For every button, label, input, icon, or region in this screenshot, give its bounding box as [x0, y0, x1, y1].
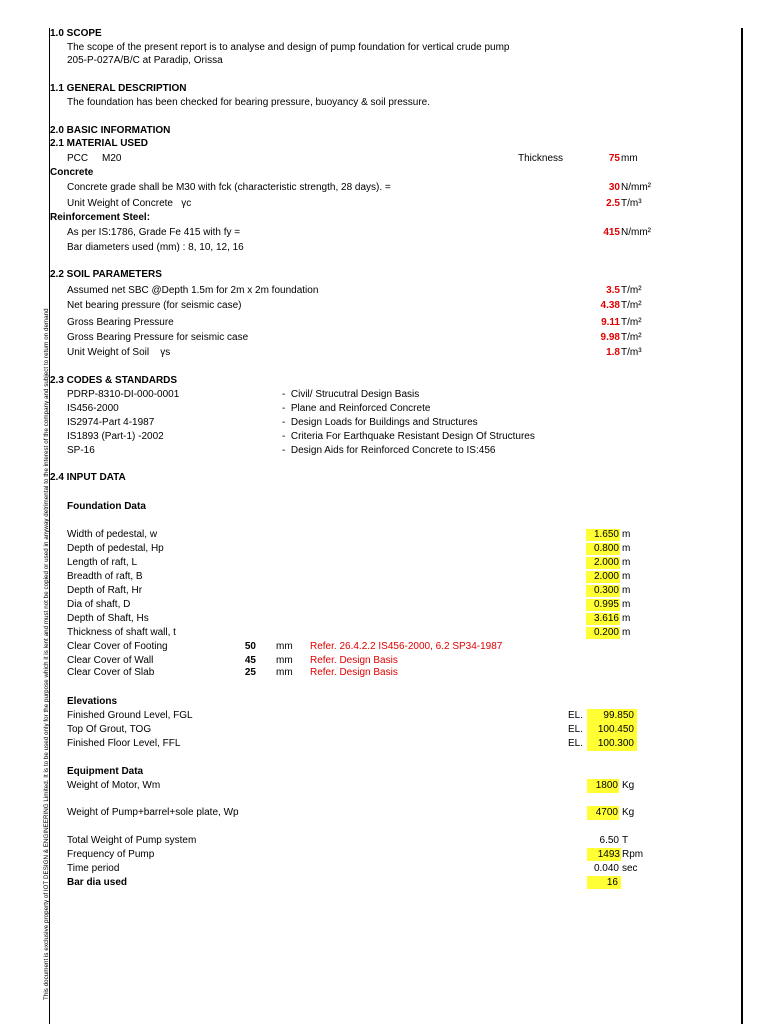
soil-heading: 2.2 SOIL PARAMETERS — [50, 269, 162, 280]
equipment-heading: Equipment Data — [67, 766, 144, 777]
codes-heading: 2.3 CODES & STANDARDS — [50, 375, 178, 386]
elevation-prefix: EL. — [568, 724, 584, 735]
soil-row-value: 1.8 — [606, 347, 620, 358]
soil-row-value: 9.11 — [601, 317, 620, 328]
foundation-row-value: 2.000 — [593, 571, 619, 582]
foundation-row-unit: m — [622, 599, 631, 610]
elevation-value: 100.300 — [597, 738, 634, 749]
foundation-row-value: 0.995 — [593, 599, 619, 610]
bar-dia-label: Bar dia used — [67, 877, 128, 888]
soil-row-unit: T/m² — [621, 317, 642, 328]
soil-row-label: Gross Bearing Pressure for seismic case — [67, 332, 249, 343]
code-id: PDRP-8310-DI-000-0001 — [67, 389, 180, 400]
material-heading: 2.1 MATERIAL USED — [50, 138, 148, 149]
frequency-unit: Rpm — [622, 849, 644, 860]
scope-heading: 1.0 SCOPE — [50, 28, 102, 39]
foundation-row-value: 1.650 — [593, 529, 619, 540]
foundation-row-value: 0.800 — [593, 543, 619, 554]
soil-row-value: 4.38 — [600, 300, 620, 311]
soil-row-label: Unit Weight of Soil γs — [67, 347, 171, 358]
foundation-row-label: Length of raft, L — [67, 557, 138, 568]
motor-weight-value: 1800 — [595, 780, 618, 791]
code-desc: - Design Loads for Buildings and Structures — [282, 417, 478, 428]
foundation-row-label: Depth of pedestal, Hp — [67, 543, 164, 554]
cover-row-unit: mm — [276, 641, 293, 652]
code-desc: - Civil/ Strucutral Design Basis — [282, 389, 420, 400]
foundation-row-unit: m — [622, 571, 631, 582]
cover-row-value: 45 — [244, 655, 256, 666]
bar-dia-value: 16 — [606, 877, 618, 888]
foundation-row-unit: m — [622, 529, 631, 540]
cover-row-unit: mm — [276, 655, 293, 666]
foundation-row-unit: m — [622, 585, 631, 596]
soil-row-label: Net bearing pressure (for seismic case) — [67, 300, 242, 311]
foundation-row-unit: m — [622, 627, 631, 638]
cover-row-reference: Refer. Design Basis — [310, 667, 398, 678]
total-weight-unit: T — [622, 835, 629, 846]
code-desc: - Design Aids for Reinforced Concrete to IS:456 — [282, 445, 496, 456]
code-desc: - Plane and Reinforced Concrete — [282, 403, 431, 414]
soil-row-label: Gross Bearing Pressure — [67, 317, 174, 328]
foundation-row-value: 3.616 — [593, 613, 619, 624]
foundation-row-label: Thickness of shaft wall, t — [67, 627, 176, 638]
code-id: IS2974-Part 4-1987 — [67, 417, 155, 428]
foundation-row-unit: m — [622, 557, 631, 568]
soil-row-label: Assumed net SBC @Depth 1.5m for 2m x 2m foundation — [67, 285, 319, 296]
elevation-row-label: Finished Floor Level, FFL — [67, 738, 181, 749]
foundation-row-value: 0.200 — [593, 627, 619, 638]
cover-row-value: 50 — [244, 641, 256, 652]
code-id: IS456-2000 — [67, 403, 119, 414]
foundation-row-label: Breadth of raft, B — [67, 571, 143, 582]
reinforcement-text: As per IS:1786, Grade Fe 415 with fy = — [67, 227, 241, 238]
foundation-row-label: Width of pedestal, w — [67, 529, 158, 540]
foundation-row-value: 0.300 — [593, 585, 619, 596]
foundation-row-label: Dia of shaft, D — [67, 599, 131, 610]
frequency-value: 1493 — [597, 849, 620, 860]
cover-row-reference: Refer. 26.4.2.2 IS456-2000, 6.2 SP34-1987 — [310, 641, 503, 652]
soil-row-value: 9.98 — [600, 332, 620, 343]
code-id: IS1893 (Part-1) -2002 — [67, 431, 164, 442]
right-border-line — [741, 28, 743, 1024]
concrete-grade-value: 30 — [608, 182, 620, 193]
concrete-grade-text: Concrete grade shall be M30 with fck (characteristic strength, 28 days). = — [67, 182, 391, 193]
elevation-prefix: EL. — [568, 710, 584, 721]
total-weight-value: 6.50 — [599, 835, 619, 846]
motor-weight-label: Weight of Motor, Wm — [67, 780, 161, 791]
elevation-prefix: EL. — [568, 738, 584, 749]
elevation-value: 100.450 — [597, 724, 634, 735]
foundation-row-unit: m — [622, 543, 631, 554]
reinforcement-heading: Reinforcement Steel: — [50, 212, 151, 223]
general-text: The foundation has been checked for bearing pressure, buoyancy & soil pressure. — [67, 97, 430, 108]
time-period-value: 0.040 — [593, 863, 619, 874]
elevation-row-label: Top Of Grout, TOG — [67, 724, 152, 735]
general-heading: 1.1 GENERAL DESCRIPTION — [50, 83, 187, 94]
concrete-grade-unit: N/mm² — [621, 182, 651, 193]
bar-diameters-text: Bar diameters used (mm) : 8, 10, 12, 16 — [67, 242, 244, 253]
foundation-row-label: Depth of Shaft, Hs — [67, 613, 149, 624]
thickness-unit: mm — [621, 153, 638, 164]
time-period-label: Time period — [67, 863, 120, 874]
motor-weight-unit: Kg — [622, 780, 635, 791]
pump-weight-label: Weight of Pump+barrel+sole plate, Wp — [67, 807, 239, 818]
foundation-heading: Foundation Data — [67, 501, 146, 512]
scope-line-1: The scope of the present report is to analyse and design of pump foundation for vertical crude pump — [67, 42, 510, 53]
cover-row-unit: mm — [276, 667, 293, 678]
pcc-label: PCC M20 — [67, 153, 122, 164]
soil-row-unit: T/m² — [621, 332, 642, 343]
cover-row-label: Clear Cover of Footing — [67, 641, 168, 652]
reinforcement-value: 415 — [603, 227, 620, 238]
foundation-row-label: Depth of Raft, Hr — [67, 585, 143, 596]
concrete-heading: Concrete — [50, 167, 94, 178]
confidentiality-note: This document is exclusive property of IOT DESIGN & ENGINEERING Limited. It is to be used only for the purpose which it is lent and must not be copied or used in anyway detrimental to the interest of the company and subject to return on demand — [43, 308, 50, 1000]
code-id: SP-16 — [67, 445, 95, 456]
basic-heading: 2.0 BASIC INFORMATION — [50, 125, 171, 136]
foundation-row-unit: m — [622, 613, 631, 624]
total-weight-label: Total Weight of Pump system — [67, 835, 197, 846]
pump-weight-value: 4700 — [595, 807, 618, 818]
time-period-unit: sec — [622, 863, 638, 874]
cover-row-label: Clear Cover of Slab — [67, 667, 155, 678]
frequency-label: Frequency of Pump — [67, 849, 155, 860]
elevations-heading: Elevations — [67, 696, 118, 707]
soil-row-unit: T/m³ — [621, 347, 642, 358]
elevation-value: 99.850 — [603, 710, 634, 721]
elevation-row-label: Finished Ground Level, FGL — [67, 710, 193, 721]
code-desc: - Criteria For Earthquake Resistant Design Of Structures — [282, 431, 535, 442]
cover-row-reference: Refer. Design Basis — [310, 655, 398, 666]
thickness-value: 75 — [608, 153, 620, 164]
soil-row-unit: T/m² — [621, 300, 642, 311]
soil-row-unit: T/m² — [621, 285, 642, 296]
cover-row-value: 25 — [244, 667, 256, 678]
foundation-row-value: 2.000 — [593, 557, 619, 568]
concrete-unit-weight-label: Unit Weight of Concrete γc — [67, 198, 192, 209]
concrete-unit-weight-value: 2.5 — [606, 198, 620, 209]
scope-line-2: 205-P-027A/B/C at Paradip, Orissa — [67, 55, 223, 66]
reinforcement-unit: N/mm² — [621, 227, 651, 238]
pump-weight-unit: Kg — [622, 807, 635, 818]
input-heading: 2.4 INPUT DATA — [50, 472, 126, 483]
soil-row-value: 3.5 — [606, 285, 620, 296]
thickness-label: Thickness — [518, 153, 564, 164]
concrete-unit-weight-unit: T/m³ — [621, 198, 642, 209]
cover-row-label: Clear Cover of Wall — [67, 655, 154, 666]
